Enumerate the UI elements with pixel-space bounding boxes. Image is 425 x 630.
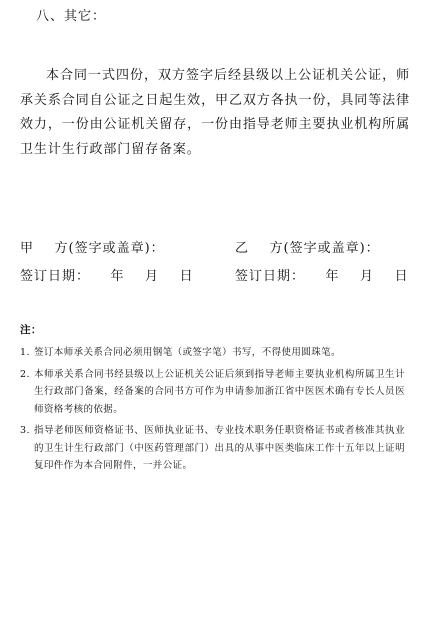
note-text: 签订本师承关系合同必须用钢笔（或签字笔）书写，不得使用圆珠笔。: [34, 347, 341, 358]
party-b-signing-date-label: 签订日期： 年 月 日: [235, 269, 409, 284]
notes-title: 注：: [20, 324, 42, 336]
section-heading: 八、其它：: [36, 9, 107, 24]
note-item: [20, 422, 405, 475]
note-number: 2.: [20, 368, 30, 380]
note-item: [20, 344, 405, 362]
contract-effect-paragraph: 本合同一式四份，双方签字后经县级以上公证机关公证，师承关系合同自公证之日起生效，甲乙双方各执一份，具同等法律效力，一份由公证机关留存，一份由指导老师主要执业机构所属卫生计生行政部门留存备案。: [20, 68, 410, 157]
note-text: 本师承关系合同书经县级以上公证机关公证后须到指导老师主要执业机构所属卫生计生行政部门备案，经备案的合同书方可作为申请参加浙江省中医医术确有专长人员医师资格考核的依据。: [34, 368, 405, 415]
party-a-signature-label: 甲 方(签字或盖章)：: [20, 241, 165, 256]
note-number: 1.: [20, 347, 30, 358]
party-a-signing-date-label: 签订日期： 年 月 日: [20, 269, 194, 284]
note-number: 3.: [20, 425, 30, 436]
note-item: [20, 366, 405, 419]
party-b-signature-label: 乙 方(签字或盖章)：: [235, 241, 380, 256]
note-text: 指导老师医师资格证书、医师执业证书、专业技术职务任职资格证书或者核准其执业的卫生计生行政部门（中医药管理部门）出具的从事中医类临床工作十五年以上证明复印件作为本合同附件，一并公证。: [34, 425, 405, 471]
notes-section: [20, 322, 405, 479]
